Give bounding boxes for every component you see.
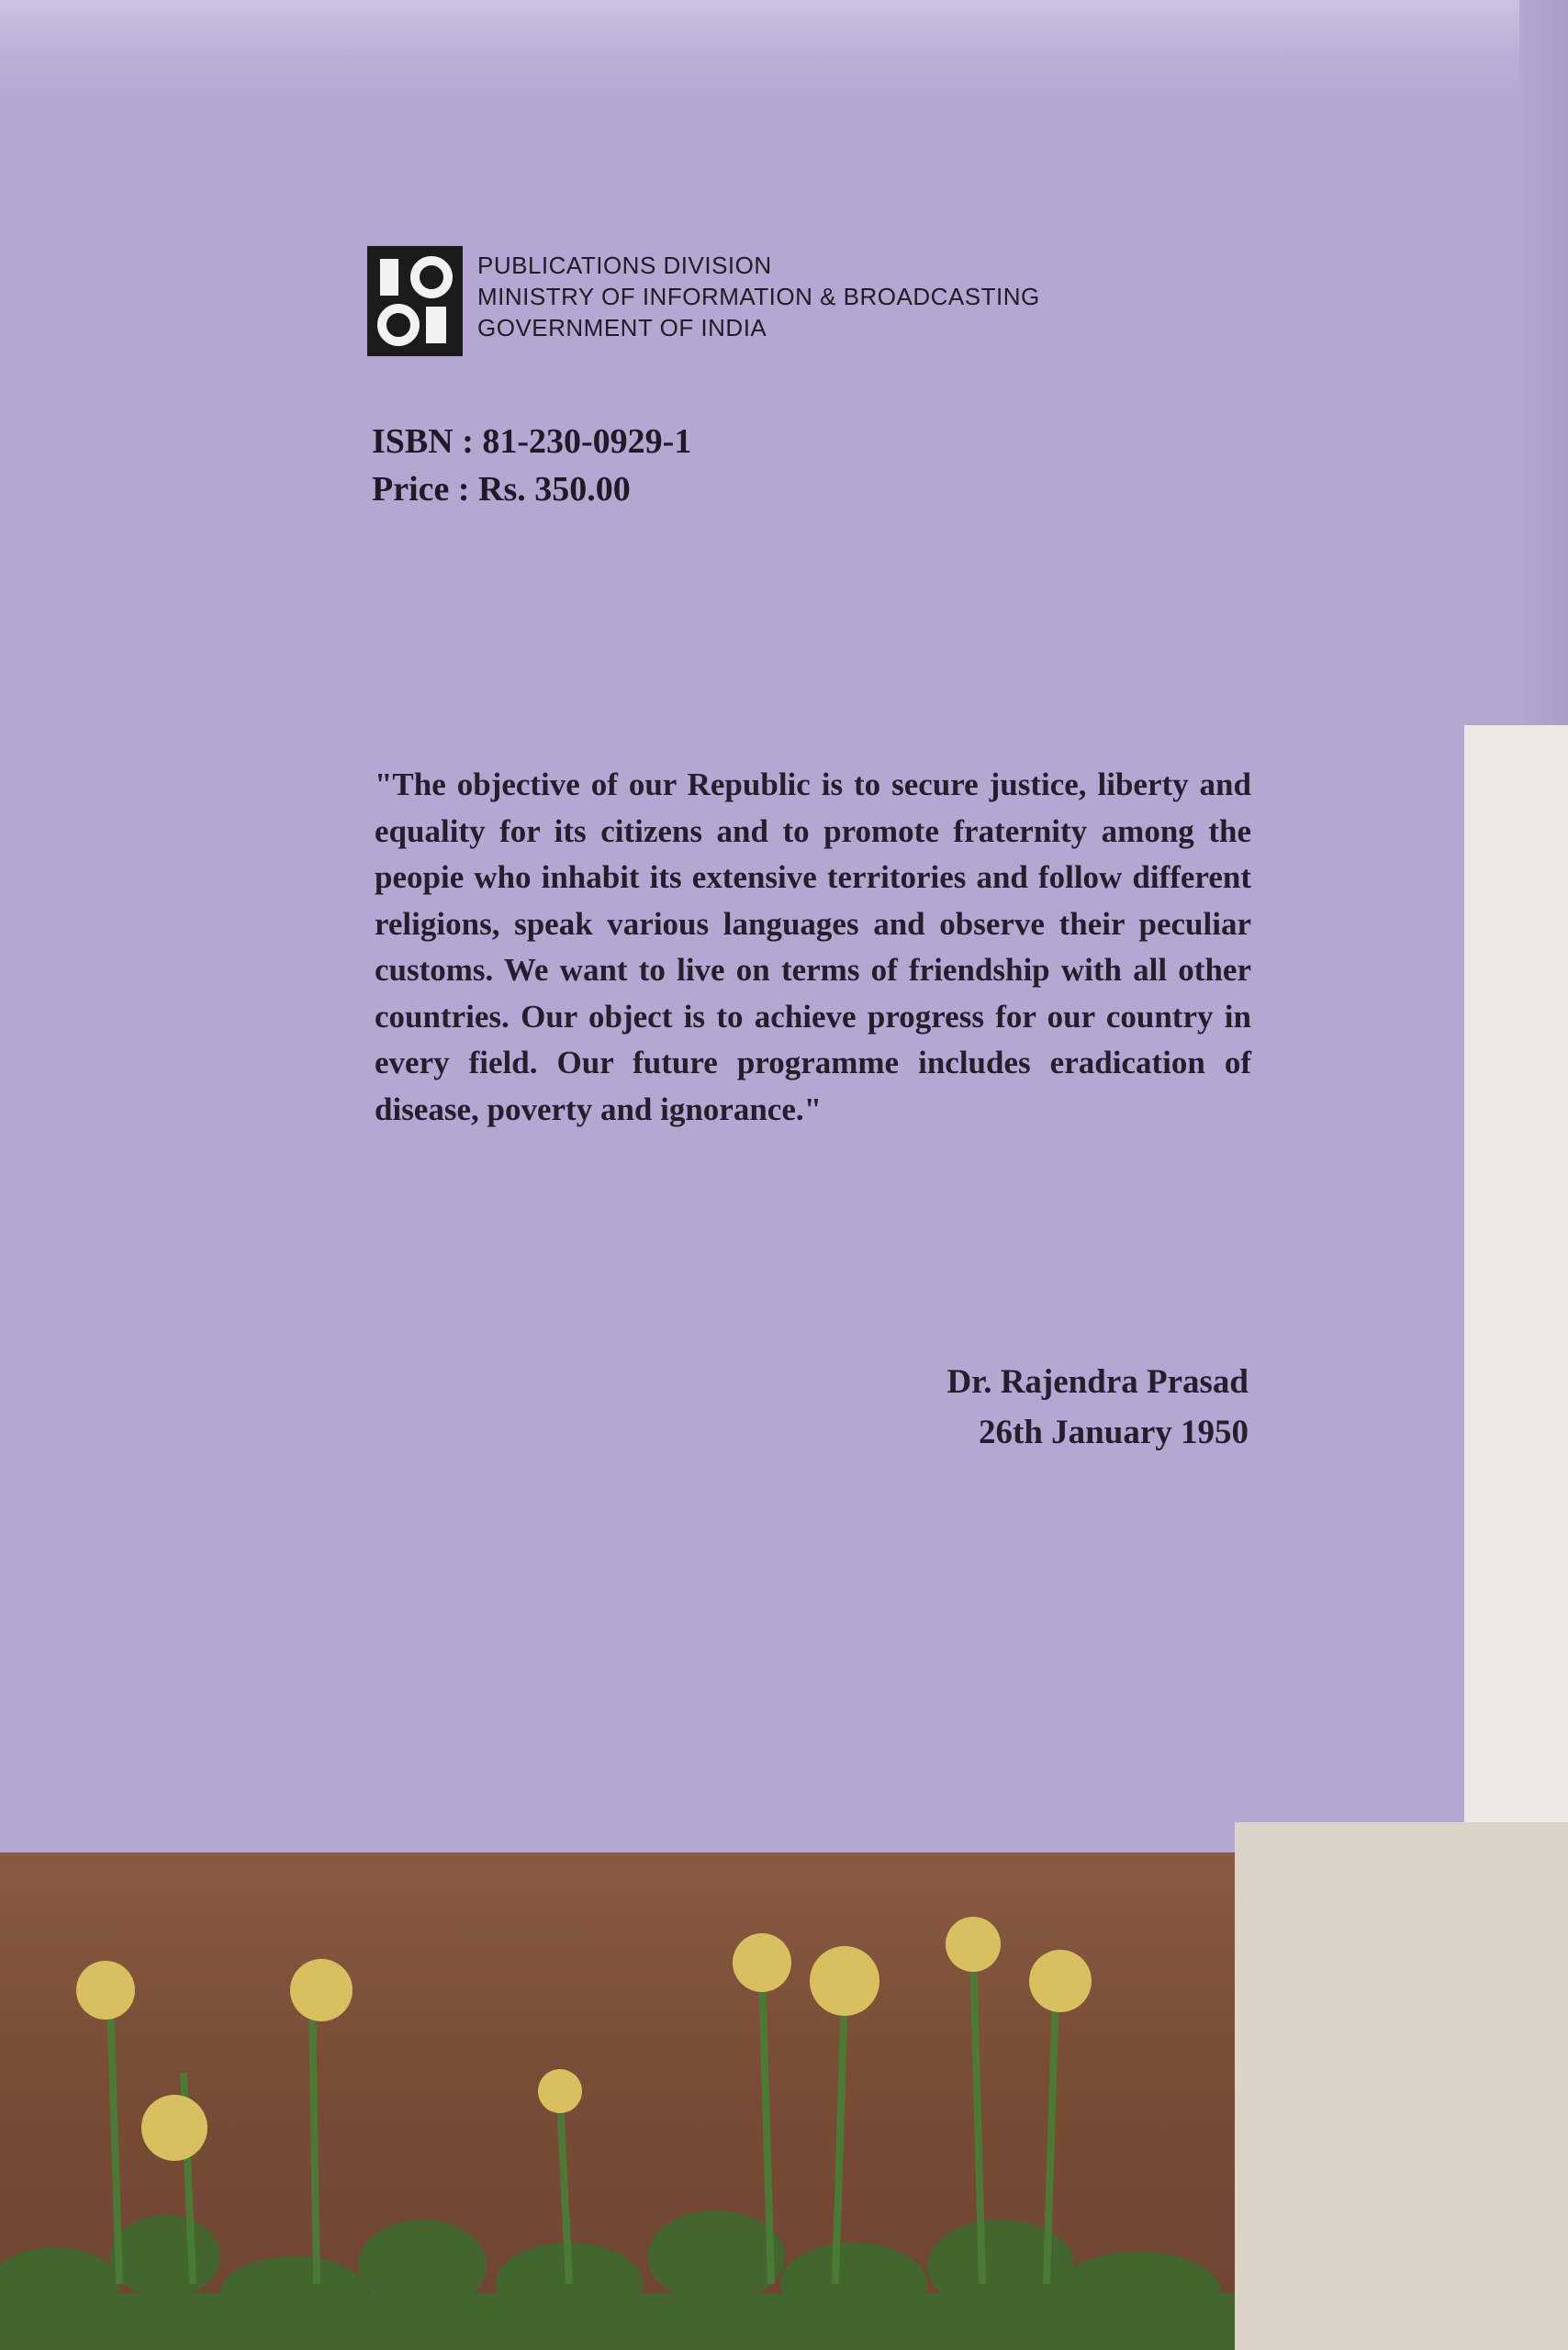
price: Price : Rs. 350.00 [372,470,631,509]
publisher-line-2: MINISTRY OF INFORMATION & BROADCASTING [477,283,1040,310]
top-fold-shading [0,0,1568,101]
publisher-line-1: PUBLICATIONS DIVISION [477,252,772,279]
attribution-date: 26th January 1950 [979,1414,1249,1451]
attribution [771,1357,1249,1458]
logo-mark-icon [375,253,455,349]
torn-label-strip [1464,725,1568,1854]
quote-text: "The objective of our Republic is to secure justice, liberty and equality for its citizens and to promote fraternity among the peopie who inhabit its extensive territories and follow different religions, speak various languages and observe their peculiar customs. We want to live on terms of friendship with all other countries. Our object is to achieve progress for our country in every field. Our future programme includes eradication of disease, poverty and ignorance." [375,767,1251,1127]
publisher-imprint [477,250,1040,343]
publisher-line-3: GOVERNMENT OF INDIA [477,314,767,341]
attribution-author: Dr. Rajendra Prasad [946,1363,1249,1401]
book-info [372,418,691,513]
torn-label-patch [1235,1822,1568,2350]
flower-photograph [0,1852,1235,2350]
flowers [76,1917,1092,2161]
publications-division-logo [367,246,463,356]
stems [110,1953,1056,2284]
isbn: ISBN : 81-230-0929-1 [372,422,692,461]
